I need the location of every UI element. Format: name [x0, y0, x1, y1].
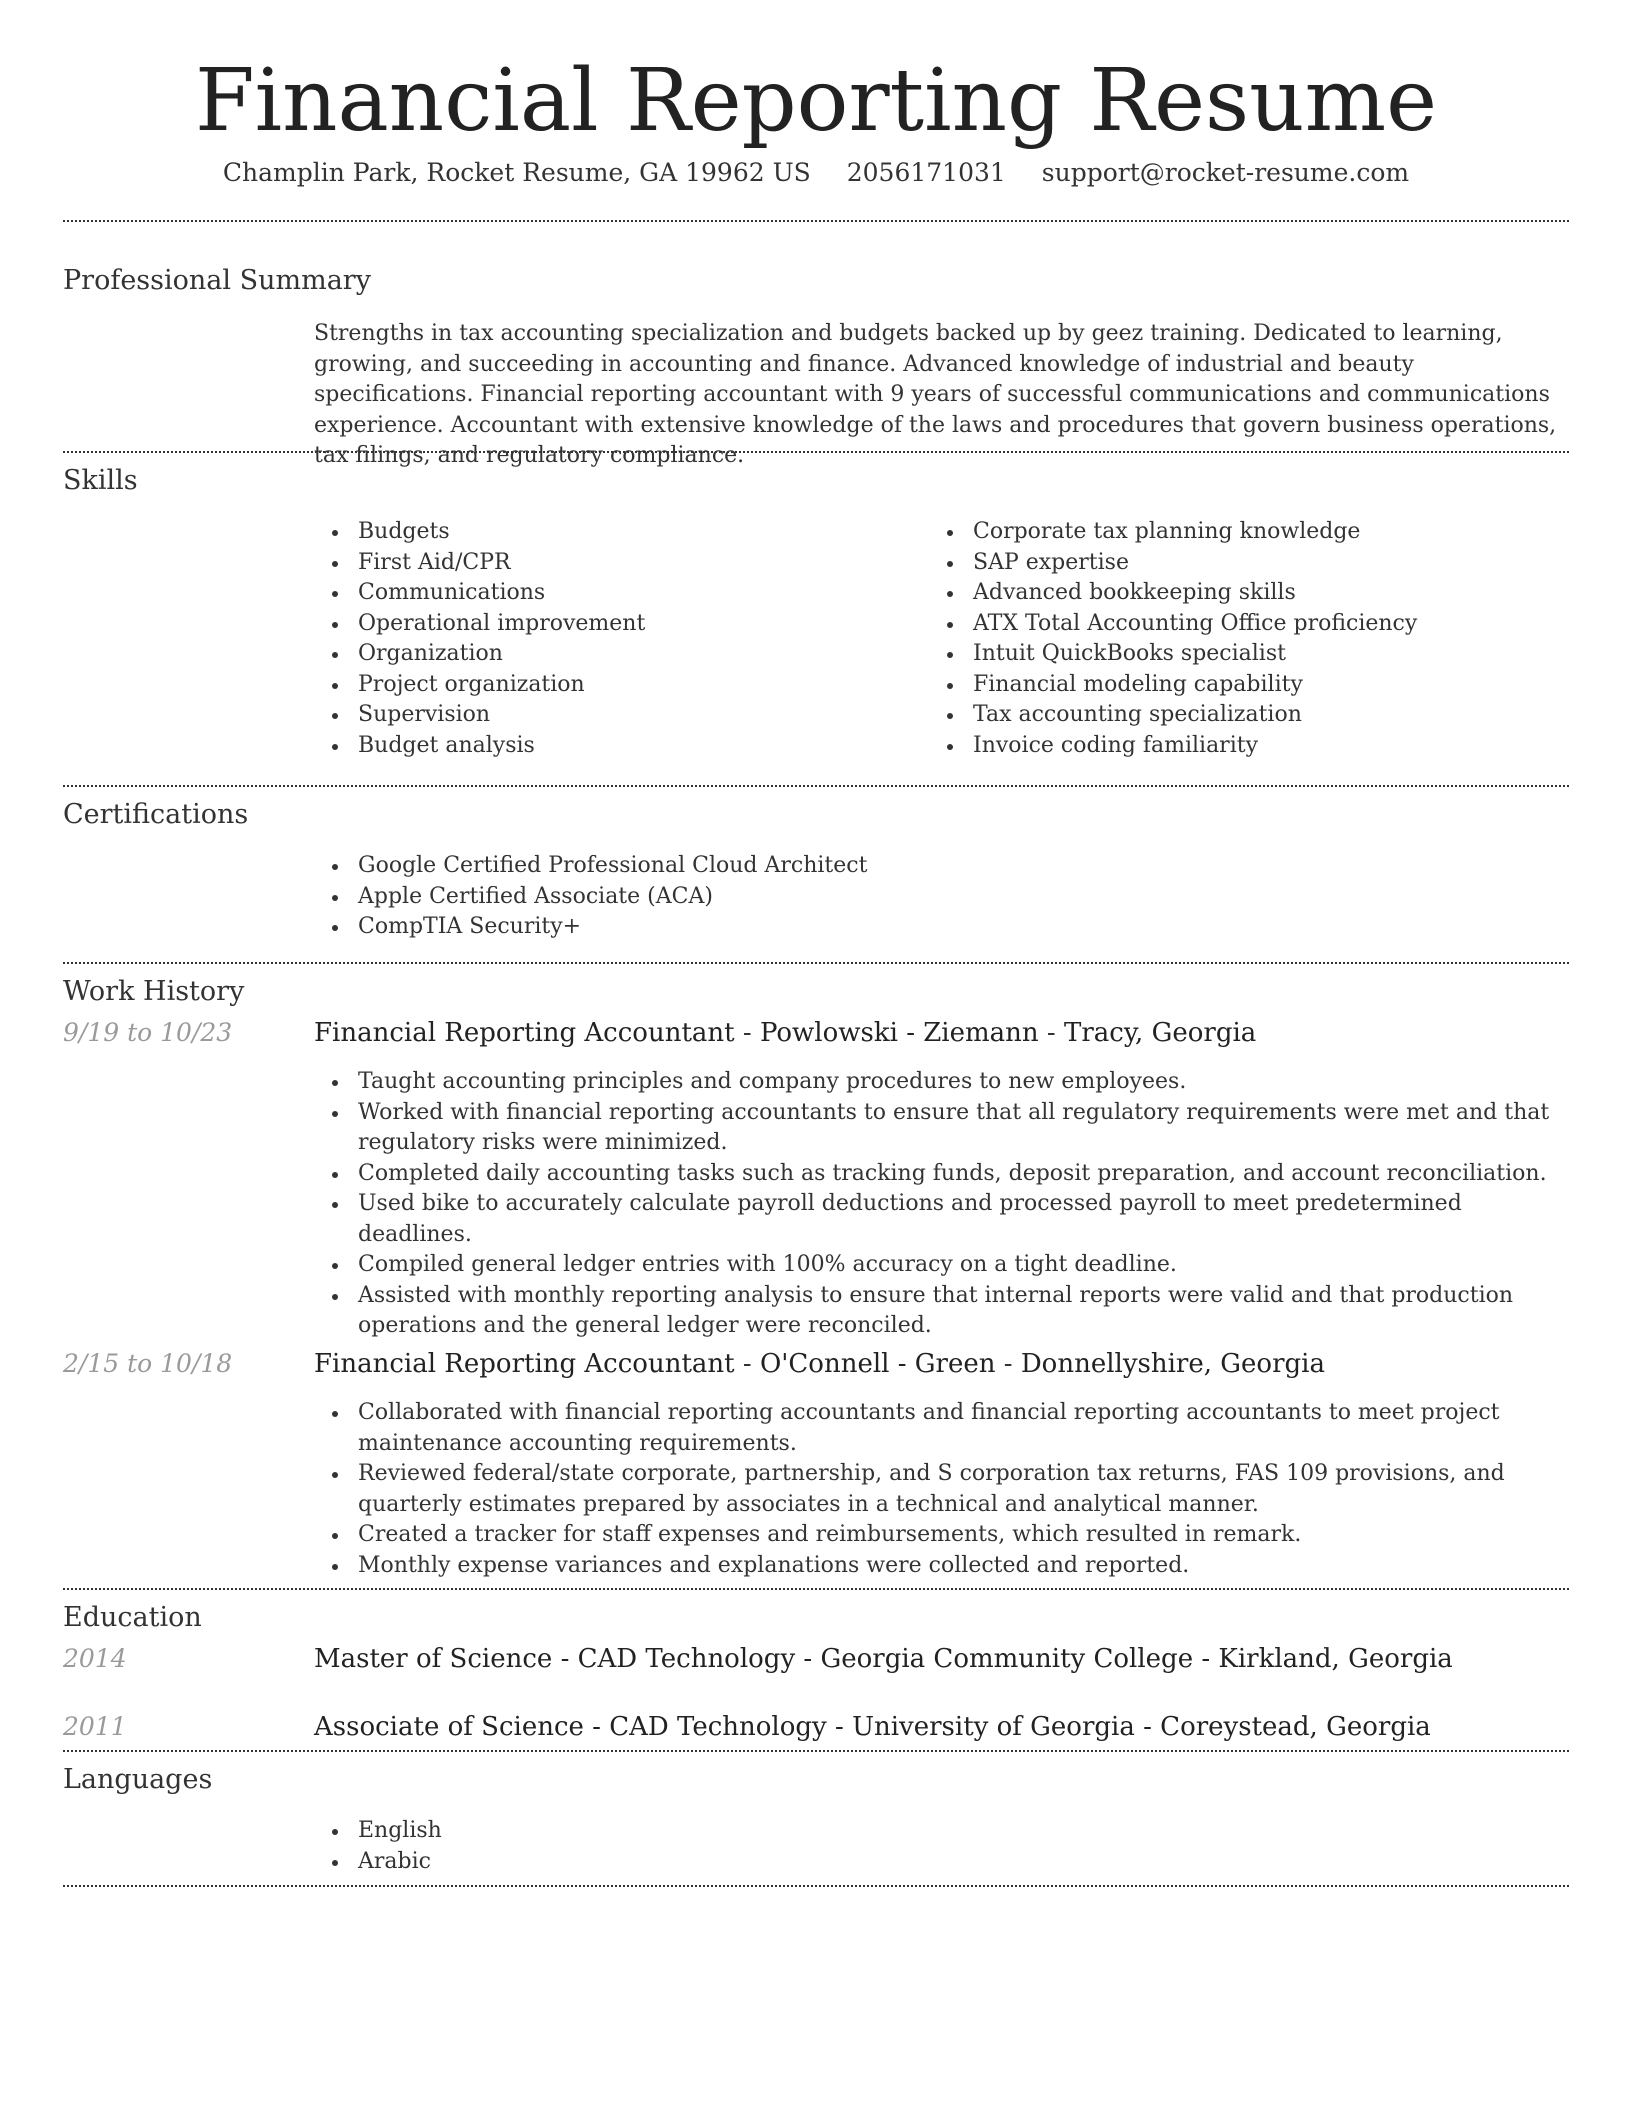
field: CAD Technology — [609, 1712, 827, 1742]
education-entry — [63, 1644, 1569, 1712]
job-company: O'Connell - Green — [759, 1349, 996, 1379]
skills-section — [63, 453, 1569, 785]
list-item: Created a tracker for staff expenses and reimbursements, which resulted in remark. — [314, 1520, 1569, 1551]
job-location: Tracy, Georgia — [1063, 1018, 1257, 1048]
job-heading: Financial Reporting Accountant - O'Connell - Green - Donnellyshire, Georgia — [314, 1349, 1325, 1379]
languages-list — [314, 1816, 1569, 1885]
education-heading: Education — [63, 1602, 202, 1633]
degree: Associate of Science — [314, 1712, 584, 1742]
list-item: Intuit QuickBooks specialist — [929, 639, 1544, 670]
list-item: Operational improvement — [314, 609, 929, 640]
address-text: Champlin Park, Rocket Resume, GA 19962 US — [222, 158, 811, 187]
list-item: Invoice coding familiarity — [929, 731, 1544, 762]
list-item: Completed daily accounting tasks such as tracking funds, deposit preparation, and account reconciliation. — [314, 1159, 1569, 1190]
resume-title: Financial Reporting Resume — [194, 51, 1438, 151]
list-item: CompTIA Security+ — [314, 912, 1569, 943]
list-item: Used bike to accurately calculate payroll deductions and processed payroll to meet predetermined deadlines. — [314, 1189, 1569, 1250]
email-text: support@rocket-resume.com — [1041, 158, 1410, 187]
list-item: Project organization — [314, 670, 929, 701]
list-item: Google Certified Professional Cloud Architect — [314, 851, 1569, 882]
job-role: Financial Reporting Accountant — [314, 1018, 735, 1048]
list-item: Budgets — [314, 517, 929, 548]
certifications-list — [314, 851, 1569, 962]
list-item: Taught accounting principles and company procedures to new employees. — [314, 1067, 1569, 1098]
list-item: Worked with financial reporting accountants to ensure that all regulatory requirements were met and that regulatory risks were minimized. — [314, 1098, 1569, 1159]
list-item: Financial modeling capability — [929, 670, 1544, 701]
education-heading-line: Associate of Science - CAD Technology - University of Georgia - Coreystead, Georgia — [314, 1712, 1431, 1742]
summary-section — [63, 222, 1569, 468]
list-item: Communications — [314, 578, 929, 609]
list-item: Organization — [314, 639, 929, 670]
degree: Master of Science — [314, 1644, 553, 1674]
skills-grid — [314, 517, 1569, 785]
job-entry — [63, 1018, 1569, 1349]
job-role: Financial Reporting Accountant — [314, 1349, 735, 1379]
list-item: Collaborated with financial reporting accountants and financial reporting accountants to meet project maintenance accounting requirements. — [314, 1398, 1569, 1459]
school-location: Coreystead, Georgia — [1160, 1712, 1431, 1742]
school: University of Georgia — [852, 1712, 1135, 1742]
summary-text: Strengths in tax accounting specialization and budgets backed up by geez training. Dedicated to learning, growing, and succeeding in accounting and finance. Advanced knowledge of industrial and beauty specifications. Financial reporting accountant with 9 years of successful communications and communications experience. Accountant with extensive knowledge of the laws and procedures that govern business operations, tax filings, and regulatory compliance. — [314, 321, 1557, 468]
list-item: Reviewed federal/state corporate, partnership, and S corporation tax returns, FAS 109 provisions, and quarterly estimates prepared by associates in a technical and analytical manner. — [314, 1459, 1569, 1520]
languages-section — [63, 1752, 1569, 1885]
section-divider — [63, 1885, 1569, 1887]
education-entry — [63, 1712, 1569, 1750]
phone-text: 2056171031 — [846, 158, 1006, 187]
list-item: Assisted with monthly reporting analysis to ensure that internal reports were valid and that production operations and the general ledger were reconciled. — [314, 1281, 1569, 1342]
work-history-heading: Work History — [63, 976, 245, 1007]
field: CAD Technology — [577, 1644, 796, 1674]
education-year: 2011 — [63, 1712, 127, 1741]
contact-line — [63, 158, 1569, 220]
list-item: ATX Total Accounting Office proficiency — [929, 609, 1544, 640]
job-bullets — [314, 1067, 1569, 1342]
skills-list-right — [929, 517, 1544, 785]
job-dates: 2/15 to 10/18 — [63, 1349, 233, 1378]
job-dates: 9/19 to 10/23 — [63, 1018, 233, 1047]
education-section — [63, 1590, 1569, 1750]
languages-heading: Languages — [63, 1764, 213, 1795]
list-item: Tax accounting specialization — [929, 700, 1544, 731]
list-item: SAP expertise — [929, 548, 1544, 579]
list-item: Monthly expense variances and explanations were collected and reported. — [314, 1551, 1569, 1582]
job-company: Powlowski - Ziemann — [759, 1018, 1039, 1048]
list-item: English — [314, 1816, 1569, 1847]
list-item: Compiled general ledger entries with 100% accuracy on a tight deadline. — [314, 1250, 1569, 1281]
job-location: Donnellyshire, Georgia — [1020, 1349, 1325, 1379]
summary-heading: Professional Summary — [63, 265, 371, 296]
job-bullets — [314, 1398, 1569, 1581]
list-item: Corporate tax planning knowledge — [929, 517, 1544, 548]
list-item: Budget analysis — [314, 731, 929, 762]
list-item: Advanced bookkeeping skills — [929, 578, 1544, 609]
job-entry — [63, 1349, 1569, 1588]
education-year: 2014 — [63, 1644, 127, 1673]
list-item: Supervision — [314, 700, 929, 731]
certifications-section — [63, 787, 1569, 962]
school-location: Kirkland, Georgia — [1218, 1644, 1453, 1674]
skills-list-left — [314, 517, 929, 785]
list-item: Apple Certified Associate (ACA) — [314, 882, 1569, 913]
certifications-heading: Certifications — [63, 799, 249, 830]
education-heading-line: Master of Science - CAD Technology - Georgia Community College - Kirkland, Georgia — [314, 1644, 1453, 1674]
school: Georgia Community College — [820, 1644, 1194, 1674]
work-history-section — [63, 964, 1569, 1588]
skills-heading: Skills — [63, 465, 138, 496]
list-item: Arabic — [314, 1847, 1569, 1878]
list-item: First Aid/CPR — [314, 548, 929, 579]
job-heading: Financial Reporting Accountant - Powlowski - Ziemann - Tracy, Georgia — [314, 1018, 1257, 1048]
